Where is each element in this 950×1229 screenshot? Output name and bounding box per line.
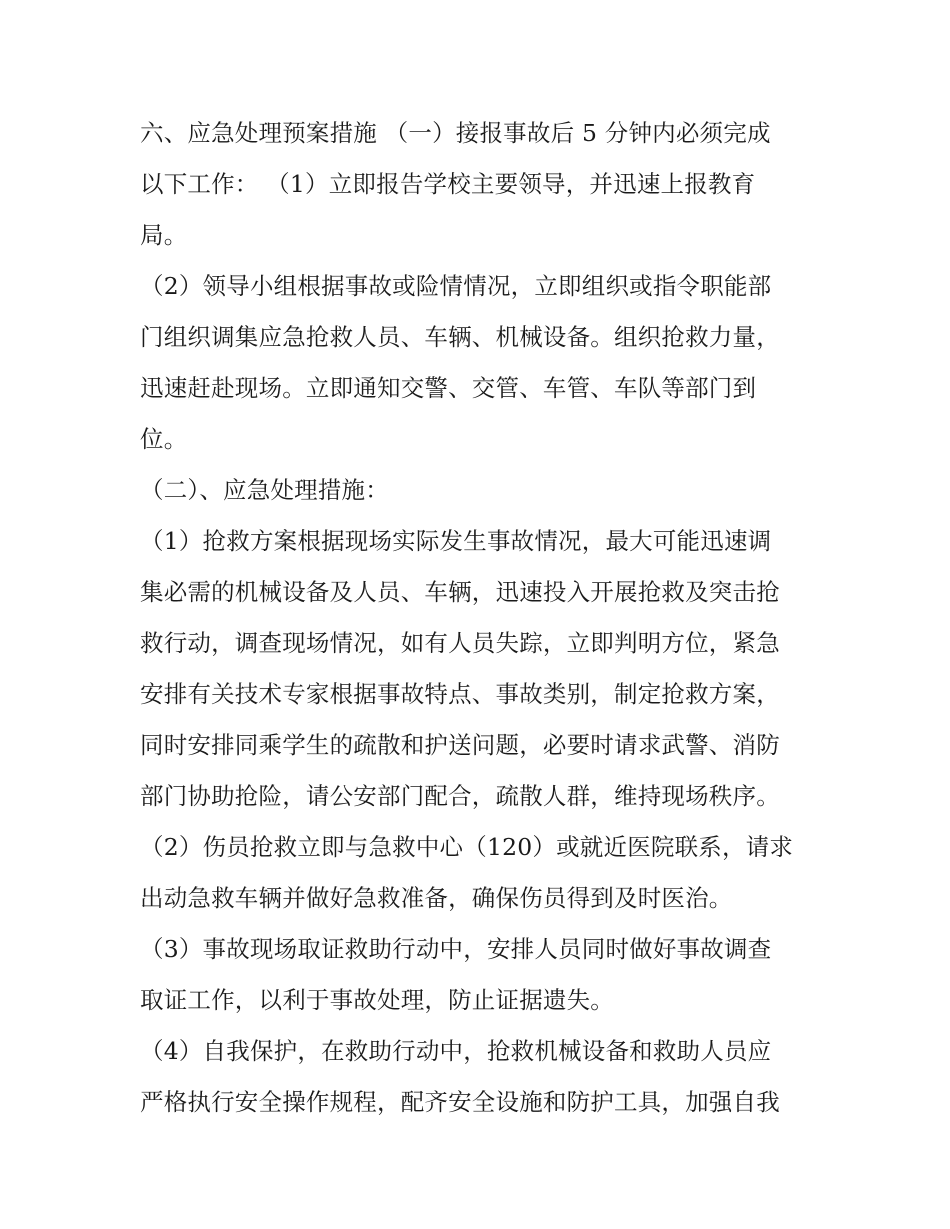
text-line-3: 局。 — [140, 221, 188, 249]
text-line-17: （3）事故现场取证救助行动中，安排人员同时做好事故调查 — [140, 935, 772, 963]
text-line-5: 门组织调集应急抢救人员、车辆、机械设备。组织抢救力量， — [140, 323, 780, 351]
text-line-11: 救行动，调查现场情况，如有人员失踪，立即判明方位，紧急 — [140, 629, 780, 657]
document-body — [140, 108, 820, 1128]
text-line-20: 严格执行安全操作规程，配齐安全设施和防护工具，加强自我 — [140, 1088, 780, 1116]
text-line-9: （1）抢救方案根据现场实际发生事故情况，最大可能迅速调 — [140, 527, 772, 555]
text-line-19: （4）自我保护，在救助行动中，抢救机械设备和救助人员应 — [140, 1037, 772, 1065]
text-line-7: 位。 — [140, 425, 188, 453]
text-line-6: 迅速赶赴现场。立即通知交警、交管、车管、车队等部门到 — [140, 374, 757, 402]
text-line-13: 同时安排同乘学生的疏散和护送问题，必要时请求武警、消防 — [140, 731, 780, 759]
text-line-10: 集必需的机械设备及人员、车辆，迅速投入开展抢救及突击抢 — [140, 578, 780, 606]
text-line-16: 出动急救车辆并做好急救准备，确保伤员得到及时医治。 — [140, 884, 733, 912]
text-line-15: （2）伤员抢救立即与急救中心（120）或就近医院联系，请求 — [140, 833, 794, 861]
text-line-1: 六、应急处理预案措施 （一）接报事故后 5 分钟内必须完成 — [140, 119, 771, 147]
text-line-12: 安排有关技术专家根据事故特点、事故类别，制定抢救方案， — [140, 680, 780, 708]
text-line-14: 部门协助抢险，请公安部门配合，疏散人群，维持现场秩序。 — [140, 782, 780, 810]
text-line-8: （二）、应急处理措施： — [140, 476, 389, 504]
text-line-2: 以下工作： （1）立即报告学校主要领导，并迅速上报教育 — [140, 170, 756, 198]
text-line-4: （2）领导小组根据事故或险情情况，立即组织或指令职能部 — [140, 272, 772, 300]
text-line-18: 取证工作，以利于事故处理，防止证据遗失。 — [140, 986, 614, 1014]
